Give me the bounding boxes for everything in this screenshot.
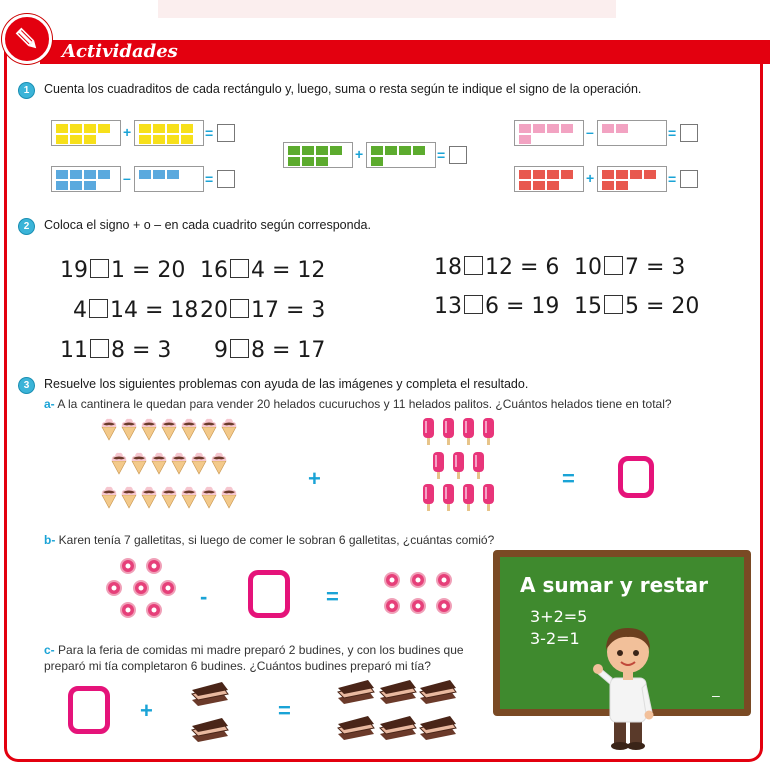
equation-3: 4 14 = 18: [73, 298, 199, 323]
problem-a-plus: +: [308, 466, 321, 491]
problem-c-plus: +: [140, 698, 153, 723]
problem-c-answer-box[interactable]: [68, 686, 110, 734]
page-title: Actividades: [62, 41, 178, 62]
answer-box-pink[interactable]: [680, 124, 698, 142]
answer-box-yellow[interactable]: [217, 124, 235, 142]
plus-sign: +: [123, 124, 132, 140]
activity-instruction-1: Cuenta los cuadraditos de cada rectángulo y, luego, suma o resta según te indique el signo de la operación.: [44, 82, 642, 96]
equation-4: 20 17 = 3: [200, 298, 326, 323]
sign-box[interactable]: [89, 299, 108, 318]
pencil-icon: [13, 25, 41, 53]
problem-b-minus: -: [200, 584, 208, 609]
equation-7: 18 12 = 6: [434, 255, 560, 280]
equals-sign: =: [205, 125, 214, 141]
ice-cream-cone-icon: [152, 453, 166, 474]
sign-box[interactable]: [604, 295, 623, 314]
ice-pop-icon: [423, 484, 434, 511]
counting-rect-pink-1: [514, 120, 584, 146]
problem-b-text: b- Karen tenía 7 galletitas, si luego de comer le sobran 6 galletitas, ¿cuántas comió?: [44, 533, 495, 547]
sign-box[interactable]: [230, 299, 249, 318]
counting-rect-yellow-1: [51, 120, 121, 146]
donuts-group-7: [104, 556, 184, 628]
ice-cream-cone-icon: [122, 487, 136, 508]
ice-pop-icon: [443, 418, 454, 445]
ice-cream-cone-icon: [102, 419, 116, 440]
sign-box[interactable]: [90, 259, 109, 278]
ice-pop-icon: [483, 484, 494, 511]
chalkboard-title: A sumar y restar: [520, 573, 708, 597]
counting-rect-red-2: [597, 166, 667, 192]
ice-cream-cone-icon: [192, 453, 206, 474]
activity-number-1: 1: [18, 82, 35, 99]
answer-box-red[interactable]: [680, 170, 698, 188]
ice-pop-icon: [463, 418, 474, 445]
activity-number-2: 2: [18, 218, 35, 235]
ice-cream-cone-icon: [162, 419, 176, 440]
chalkboard-dash: –: [712, 687, 720, 703]
equals-sign: =: [205, 171, 214, 187]
activity-number-3: 3: [18, 377, 35, 394]
ice-cream-cone-icon: [102, 487, 116, 508]
sign-box[interactable]: [464, 256, 483, 275]
equation-10: 15 5 = 20: [574, 294, 700, 319]
ice-cream-cone-icon: [172, 453, 186, 474]
problem-c-text-line1: c- Para la feria de comidas mi madre preparó 2 budines, y con los budines que: [44, 643, 464, 657]
answer-box-green[interactable]: [449, 146, 467, 164]
ice-cream-cone-icon: [222, 487, 236, 508]
sign-box[interactable]: [230, 339, 249, 358]
equals-sign: =: [437, 147, 446, 163]
equation-5: 11 8 = 3: [60, 338, 172, 363]
problem-c-equals: =: [278, 698, 291, 723]
problem-b-equals: =: [326, 584, 339, 609]
sign-box[interactable]: [464, 295, 483, 314]
ice-pop-icon: [453, 452, 464, 479]
pencil-badge: [2, 14, 52, 64]
counting-rect-red-1: [514, 166, 584, 192]
counting-rect-green-1: [283, 142, 353, 168]
problem-a-equals: =: [562, 466, 575, 491]
ice-cream-cone-icon: [202, 487, 216, 508]
problem-a-answer-box[interactable]: [618, 456, 654, 498]
equation-9: 13 6 = 19: [434, 294, 560, 319]
equation-1: 19 1 = 20: [60, 258, 186, 283]
ice-cream-cone-icon: [122, 419, 136, 440]
chalkboard-line-2: 3-2=1: [530, 629, 580, 648]
header-bar: [40, 40, 770, 64]
top-strip: [158, 0, 616, 18]
equation-2: 16 4 = 12: [200, 258, 326, 283]
answer-box-blue[interactable]: [217, 170, 235, 188]
ice-cream-cone-icon: [162, 487, 176, 508]
counting-rect-green-2: [366, 142, 436, 168]
plus-sign: +: [355, 146, 364, 162]
problem-a-text: a- A la cantinera le quedan para vender 20 helados cucuruchos y 11 helados palitos. ¿Cuántos helados tiene en total?: [44, 397, 672, 411]
plus-sign: +: [586, 170, 595, 186]
minus-sign: –: [586, 124, 594, 140]
equals-sign: =: [668, 171, 677, 187]
problem-b-answer-box[interactable]: [248, 570, 290, 618]
ice-cream-cone-icon: [142, 419, 156, 440]
ice-pop-icon: [473, 452, 484, 479]
equals-sign: =: [668, 125, 677, 141]
ice-pop-icon: [433, 452, 444, 479]
chalkboard-line-1: 3+2=5: [530, 607, 588, 626]
ice-cream-cone-icon: [132, 453, 146, 474]
equation-6: 9 8 = 17: [214, 338, 326, 363]
activity-instruction-2: Coloca el signo + o – en cada cuadrito según corresponda.: [44, 218, 371, 232]
ice-cream-cone-icon: [112, 453, 126, 474]
ice-pop-icon: [483, 418, 494, 445]
counting-rect-blue-2: [134, 166, 204, 192]
minus-sign: –: [123, 170, 131, 186]
sign-box[interactable]: [90, 339, 109, 358]
activity-instruction-3: Resuelve los siguientes problemas con ayuda de las imágenes y completa el resultado.: [44, 377, 529, 391]
problem-c-text-line2: preparó mi tía completaron 6 budines. ¿Cuántos budines preparó mi tía?: [44, 659, 431, 673]
ice-pop-icon: [463, 484, 474, 511]
ice-pops-group: [418, 418, 500, 518]
ice-cream-cone-icon: [182, 487, 196, 508]
ice-cream-cone-icon: [202, 419, 216, 440]
counting-rect-blue-1: [51, 166, 121, 192]
cakes-group-6: [336, 676, 460, 746]
ice-pop-icon: [423, 418, 434, 445]
boy-teacher-illustration: [592, 622, 664, 754]
cakes-group-2: [186, 676, 236, 746]
counting-rect-yellow-2: [134, 120, 204, 146]
sign-box[interactable]: [230, 259, 249, 278]
sign-box[interactable]: [604, 256, 623, 275]
ice-cream-cones-group: [100, 418, 245, 520]
ice-cream-cone-icon: [212, 453, 226, 474]
ice-cream-cone-icon: [142, 487, 156, 508]
ice-pop-icon: [443, 484, 454, 511]
ice-cream-cone-icon: [222, 419, 236, 440]
ice-cream-cone-icon: [182, 419, 196, 440]
equation-8: 10 7 = 3: [574, 255, 686, 280]
counting-rect-pink-2: [597, 120, 667, 146]
donuts-group-6: [382, 570, 460, 620]
